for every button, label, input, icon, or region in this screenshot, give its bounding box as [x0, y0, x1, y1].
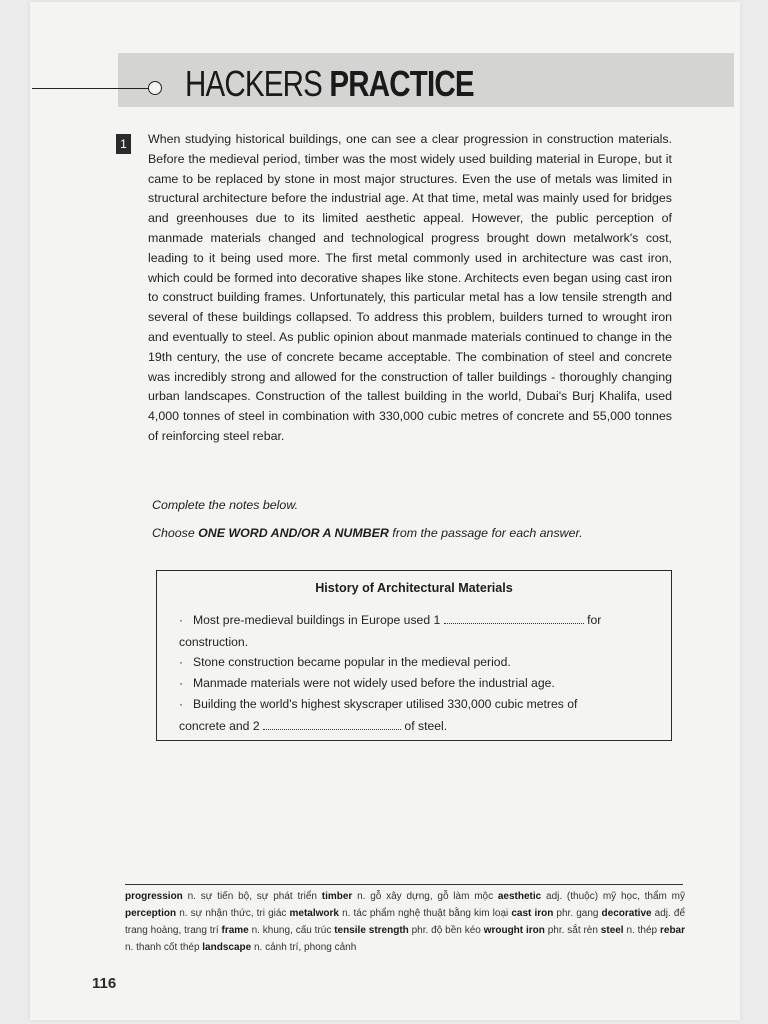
- reading-passage: When studying historical buildings, one can see a clear progression in construction materials. Before the medieval period, timber was the most widely used building material in Europe, but it came to be replaced by stone in most major structures. Even the use of metals was limited in structural architecture before the industrial age. At that time, metal was mainly used for bridges and greenhouses due to its limited aesthetic appeal. However, the public perception of manmade materials changed and technological progress brought down metalwork's cost, leading to it being used more. The first metal commonly used in architecture was cast iron, which could be formed into decorative shapes like stone. Architects even began using cast iron to construct building frames. Unfortunately, this particular metal has a low tensile strength and several of these buildings collapsed. To address this problem, builders turned to wrought iron and eventually to steel. As public opinion about manmade materials continued to change in the 19th century, the use of concrete became acceptable. The combination of steel and concrete was incredibly strong and allowed for the construction of taller buildings - thoroughly changing urban landscapes. Construction of the tallest building in the world, Dubai's Burj Khalifa, used 4,000 tonnes of steel in combination with 330,000 cubic metres of concrete and 55,000 tonnes of reinforcing steel rebar.: [148, 132, 672, 443]
- header-rule: [32, 88, 150, 89]
- glossary-definition: n. cảnh trí, phong cảnh: [251, 942, 357, 953]
- glossary-term: progression: [125, 891, 183, 902]
- section-title-bold: PRACTICE: [329, 63, 474, 104]
- instruction-bold: ONE WORD AND/OR A NUMBER: [198, 526, 389, 540]
- note-4-pre: concrete and 2: [179, 719, 260, 733]
- section-title: [185, 64, 474, 104]
- glossary-entry: [322, 891, 498, 902]
- answer-blank-2[interactable]: [263, 719, 401, 730]
- note-item-3: [179, 674, 555, 692]
- glossary-definition: n. sự tiến bộ, sự phát triển: [182, 891, 322, 902]
- note-4-post: of steel.: [404, 719, 448, 733]
- bullet-icon: ·: [179, 613, 184, 627]
- note-2-text: Stone construction became popular in the medieval period.: [193, 655, 511, 669]
- glossary-definition: n. sự nhận thức, tri giác: [176, 908, 290, 919]
- instruction-pre: Choose: [152, 526, 199, 540]
- glossary-definition: n. thanh cốt thép: [125, 942, 203, 953]
- glossary-entry: [222, 925, 335, 936]
- note-item-1: [179, 611, 601, 629]
- note-item-2: [179, 653, 511, 671]
- glossary-entry: [498, 891, 685, 902]
- glossary-definition: phr. sắt rèn: [544, 925, 601, 936]
- instruction-line-1: Complete the notes below.: [152, 498, 299, 512]
- glossary-definition: n. thép: [623, 925, 660, 936]
- glossary-entry: [125, 908, 290, 919]
- glossary-entry: [290, 908, 512, 919]
- notes-box: [156, 570, 672, 741]
- glossary-term: decorative: [601, 908, 652, 919]
- glossary-definition: phr. độ bền kéo: [408, 925, 484, 936]
- question-number-badge: 1: [116, 134, 131, 154]
- glossary-term: landscape: [202, 942, 252, 953]
- glossary-entry: [511, 908, 601, 919]
- note-4-line1: Building the world's highest skyscraper utilised 330,000 cubic metres of: [193, 697, 578, 711]
- glossary-definition: adj. (thuộc) mỹ học, thẩm mỹ: [541, 891, 685, 902]
- glossary-term: frame: [221, 925, 249, 936]
- glossary-term: metalwork: [289, 908, 339, 919]
- glossary-term: cast iron: [511, 908, 554, 919]
- glossary-entry: [202, 942, 356, 953]
- glossary-term: wrought iron: [483, 925, 545, 936]
- answer-blank-1[interactable]: [444, 613, 584, 624]
- glossary-definition: n. tác phẩm nghệ thuật bằng kim loại: [338, 908, 512, 919]
- note-1-pre: Most pre-medieval buildings in Europe used 1: [193, 613, 441, 627]
- glossary: [125, 888, 685, 956]
- header-circle-icon: [148, 81, 162, 95]
- note-item-4: [179, 695, 577, 713]
- glossary-definition: n. khung, cấu trúc: [248, 925, 335, 936]
- glossary-entry: [484, 925, 601, 936]
- bullet-icon: ·: [179, 697, 184, 711]
- glossary-definition: phr. gang: [553, 908, 602, 919]
- glossary-entry: [125, 891, 322, 902]
- bullet-icon: ·: [179, 655, 184, 669]
- instruction-line-2: [152, 526, 583, 540]
- bullet-icon: ·: [179, 676, 184, 690]
- glossary-term: tensile strength: [334, 925, 409, 936]
- glossary-definition: adj. để trang hoàng, trang trí: [125, 908, 686, 936]
- section-title-light: HACKERS: [185, 63, 322, 104]
- instruction-post: from the passage for each answer.: [388, 526, 583, 540]
- note-1-post: for: [587, 613, 602, 627]
- glossary-definition: n. gỗ xây dựng, gỗ làm mộc: [352, 891, 498, 902]
- glossary-term: steel: [600, 925, 624, 936]
- glossary-entry: [601, 925, 660, 936]
- page-number: 116: [92, 975, 117, 992]
- glossary-term: timber: [321, 891, 353, 902]
- note-item-1-cont: construction.: [179, 635, 249, 649]
- glossary-term: perception: [125, 908, 177, 919]
- glossary-term: rebar: [659, 925, 685, 936]
- note-3-text: Manmade materials were not widely used before the industrial age.: [193, 676, 555, 690]
- glossary-rule: [125, 884, 683, 885]
- notes-title: History of Architectural Materials: [315, 581, 513, 595]
- glossary-entry: [334, 925, 483, 936]
- glossary-term: aesthetic: [497, 891, 542, 902]
- note-item-4-cont: [179, 717, 447, 735]
